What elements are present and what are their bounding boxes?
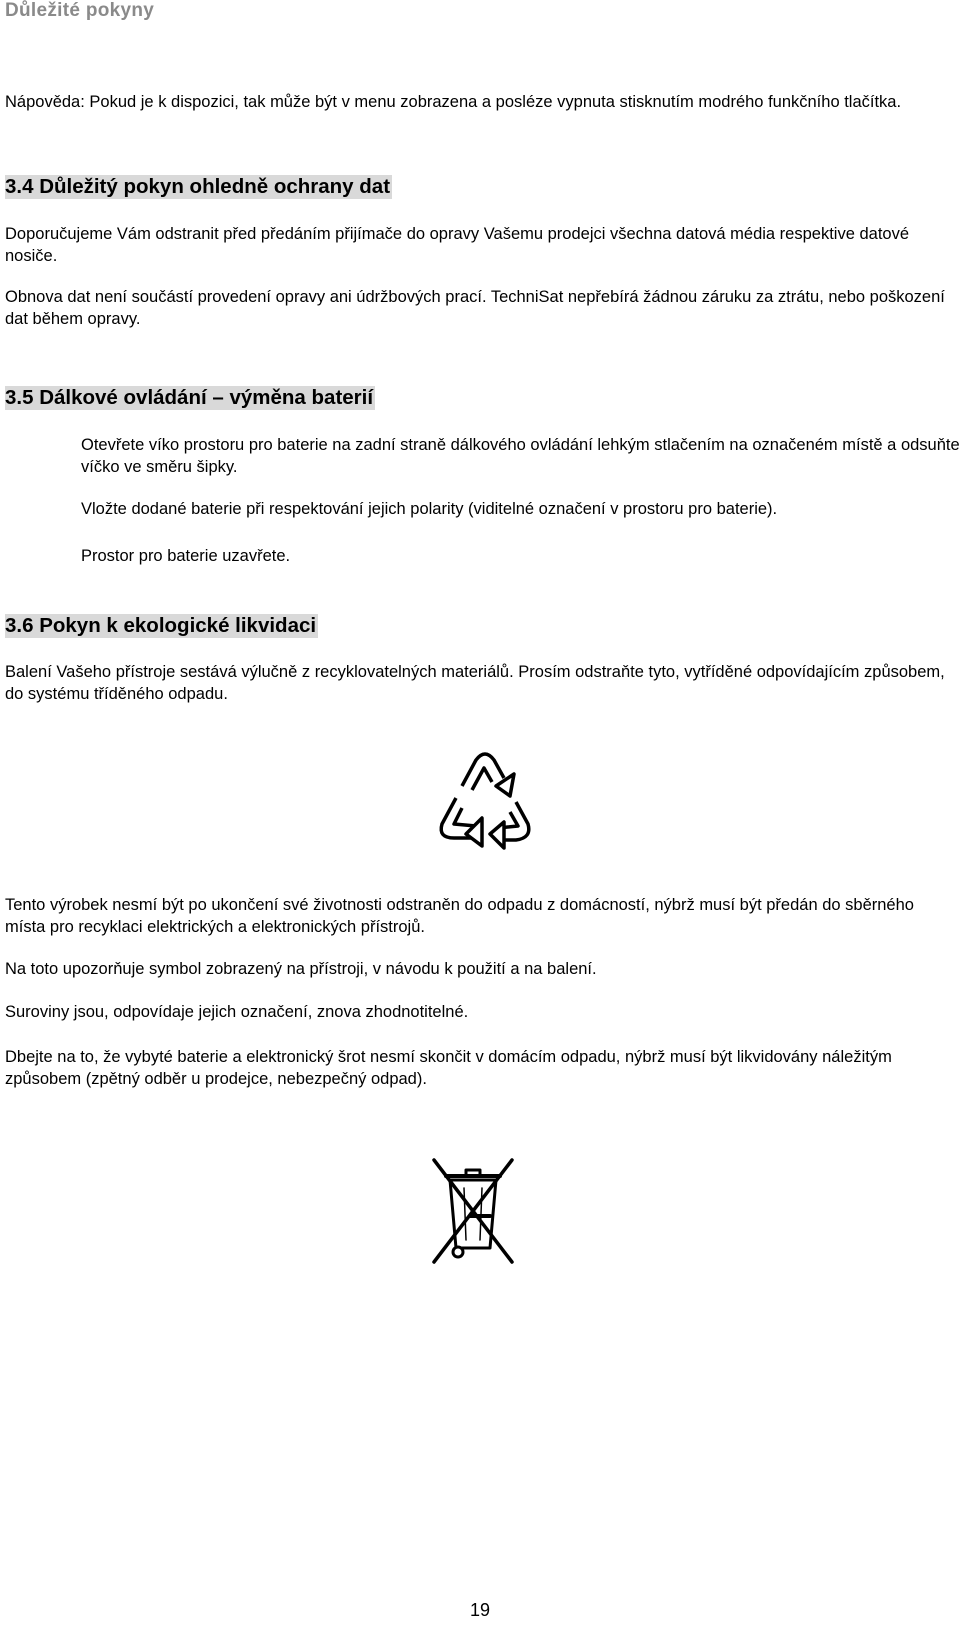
page-number: 19 — [469, 1600, 491, 1620]
section-3-4-paragraph: Doporučujeme Vám odstranit před předáním přijímače do opravy Vašemu prodejci všechna datová média respektive datové nosiče. — [5, 225, 910, 265]
section-3-4-heading: 3.4 Důležitý pokyn ohledně ochrany dat — [5, 175, 391, 198]
crossed-out-wheelie-bin-icon — [430, 1156, 516, 1266]
section-3-6-paragraph: Suroviny jsou, odpovídaje jejich označení, znova zhodnotitelné. — [5, 1003, 469, 1021]
section-3-5-paragraph: Prostor pro baterie uzavřete. — [81, 547, 291, 565]
section-3-5-paragraph: Otevřete víko prostoru pro baterie na zadní straně dálkového ovládání lehkým stlačením na označeném místě a odsuňte víčko ve směru šipky. — [81, 436, 960, 476]
section-3-5-paragraph: Vložte dodané baterie při respektování jejich polarity (viditelné označení v prostoru pro baterie). — [81, 500, 778, 518]
page-header-title: Důležité pokyny — [5, 0, 155, 21]
section-3-5-heading: 3.5 Dálkové ovládání – výměna baterií — [5, 386, 374, 409]
recycle-icon — [432, 746, 538, 852]
section-3-6-paragraph: Dbejte na to, že vybyté baterie a elektronický šrot nesmí skončit v domácím odpadu, nýbrž musí být likvidovány náležitým způsobem (zpětný odběr u prodejce, nebezpečný odpad). — [5, 1048, 892, 1088]
section-3-4-paragraph: Obnova dat není součástí provedení opravy ani údržbových prací. TechniSat nepřebírá žádnou záruku za ztrátu, nebo poškození dat během opravy. — [5, 288, 945, 328]
section-3-6-paragraph: Tento výrobek nesmí být po ukončení své životnosti odstraněn do odpadu z domácností, nýbrž musí být předán do sběrného místa pro recyklaci elektrických a elektronických přístrojů. — [5, 896, 914, 936]
section-3-6-heading: 3.6 Pokyn k ekologické likvidaci — [5, 614, 317, 637]
help-paragraph: Nápověda: Pokud je k dispozici, tak může být v menu zobrazena a posléze vypnuta stisknutím modrého funkčního tlačítka. — [5, 93, 902, 111]
section-3-6-paragraph: Na toto upozorňuje symbol zobrazený na přístroji, v návodu k použití a na balení. — [5, 960, 597, 978]
section-3-6-paragraph: Balení Vašeho přístroje sestává výlučně z recyklovatelných materiálů. Prosím odstraňte tyto, vytříděné odpovídajícím způsobem, do systému tříděného odpadu. — [5, 663, 945, 703]
